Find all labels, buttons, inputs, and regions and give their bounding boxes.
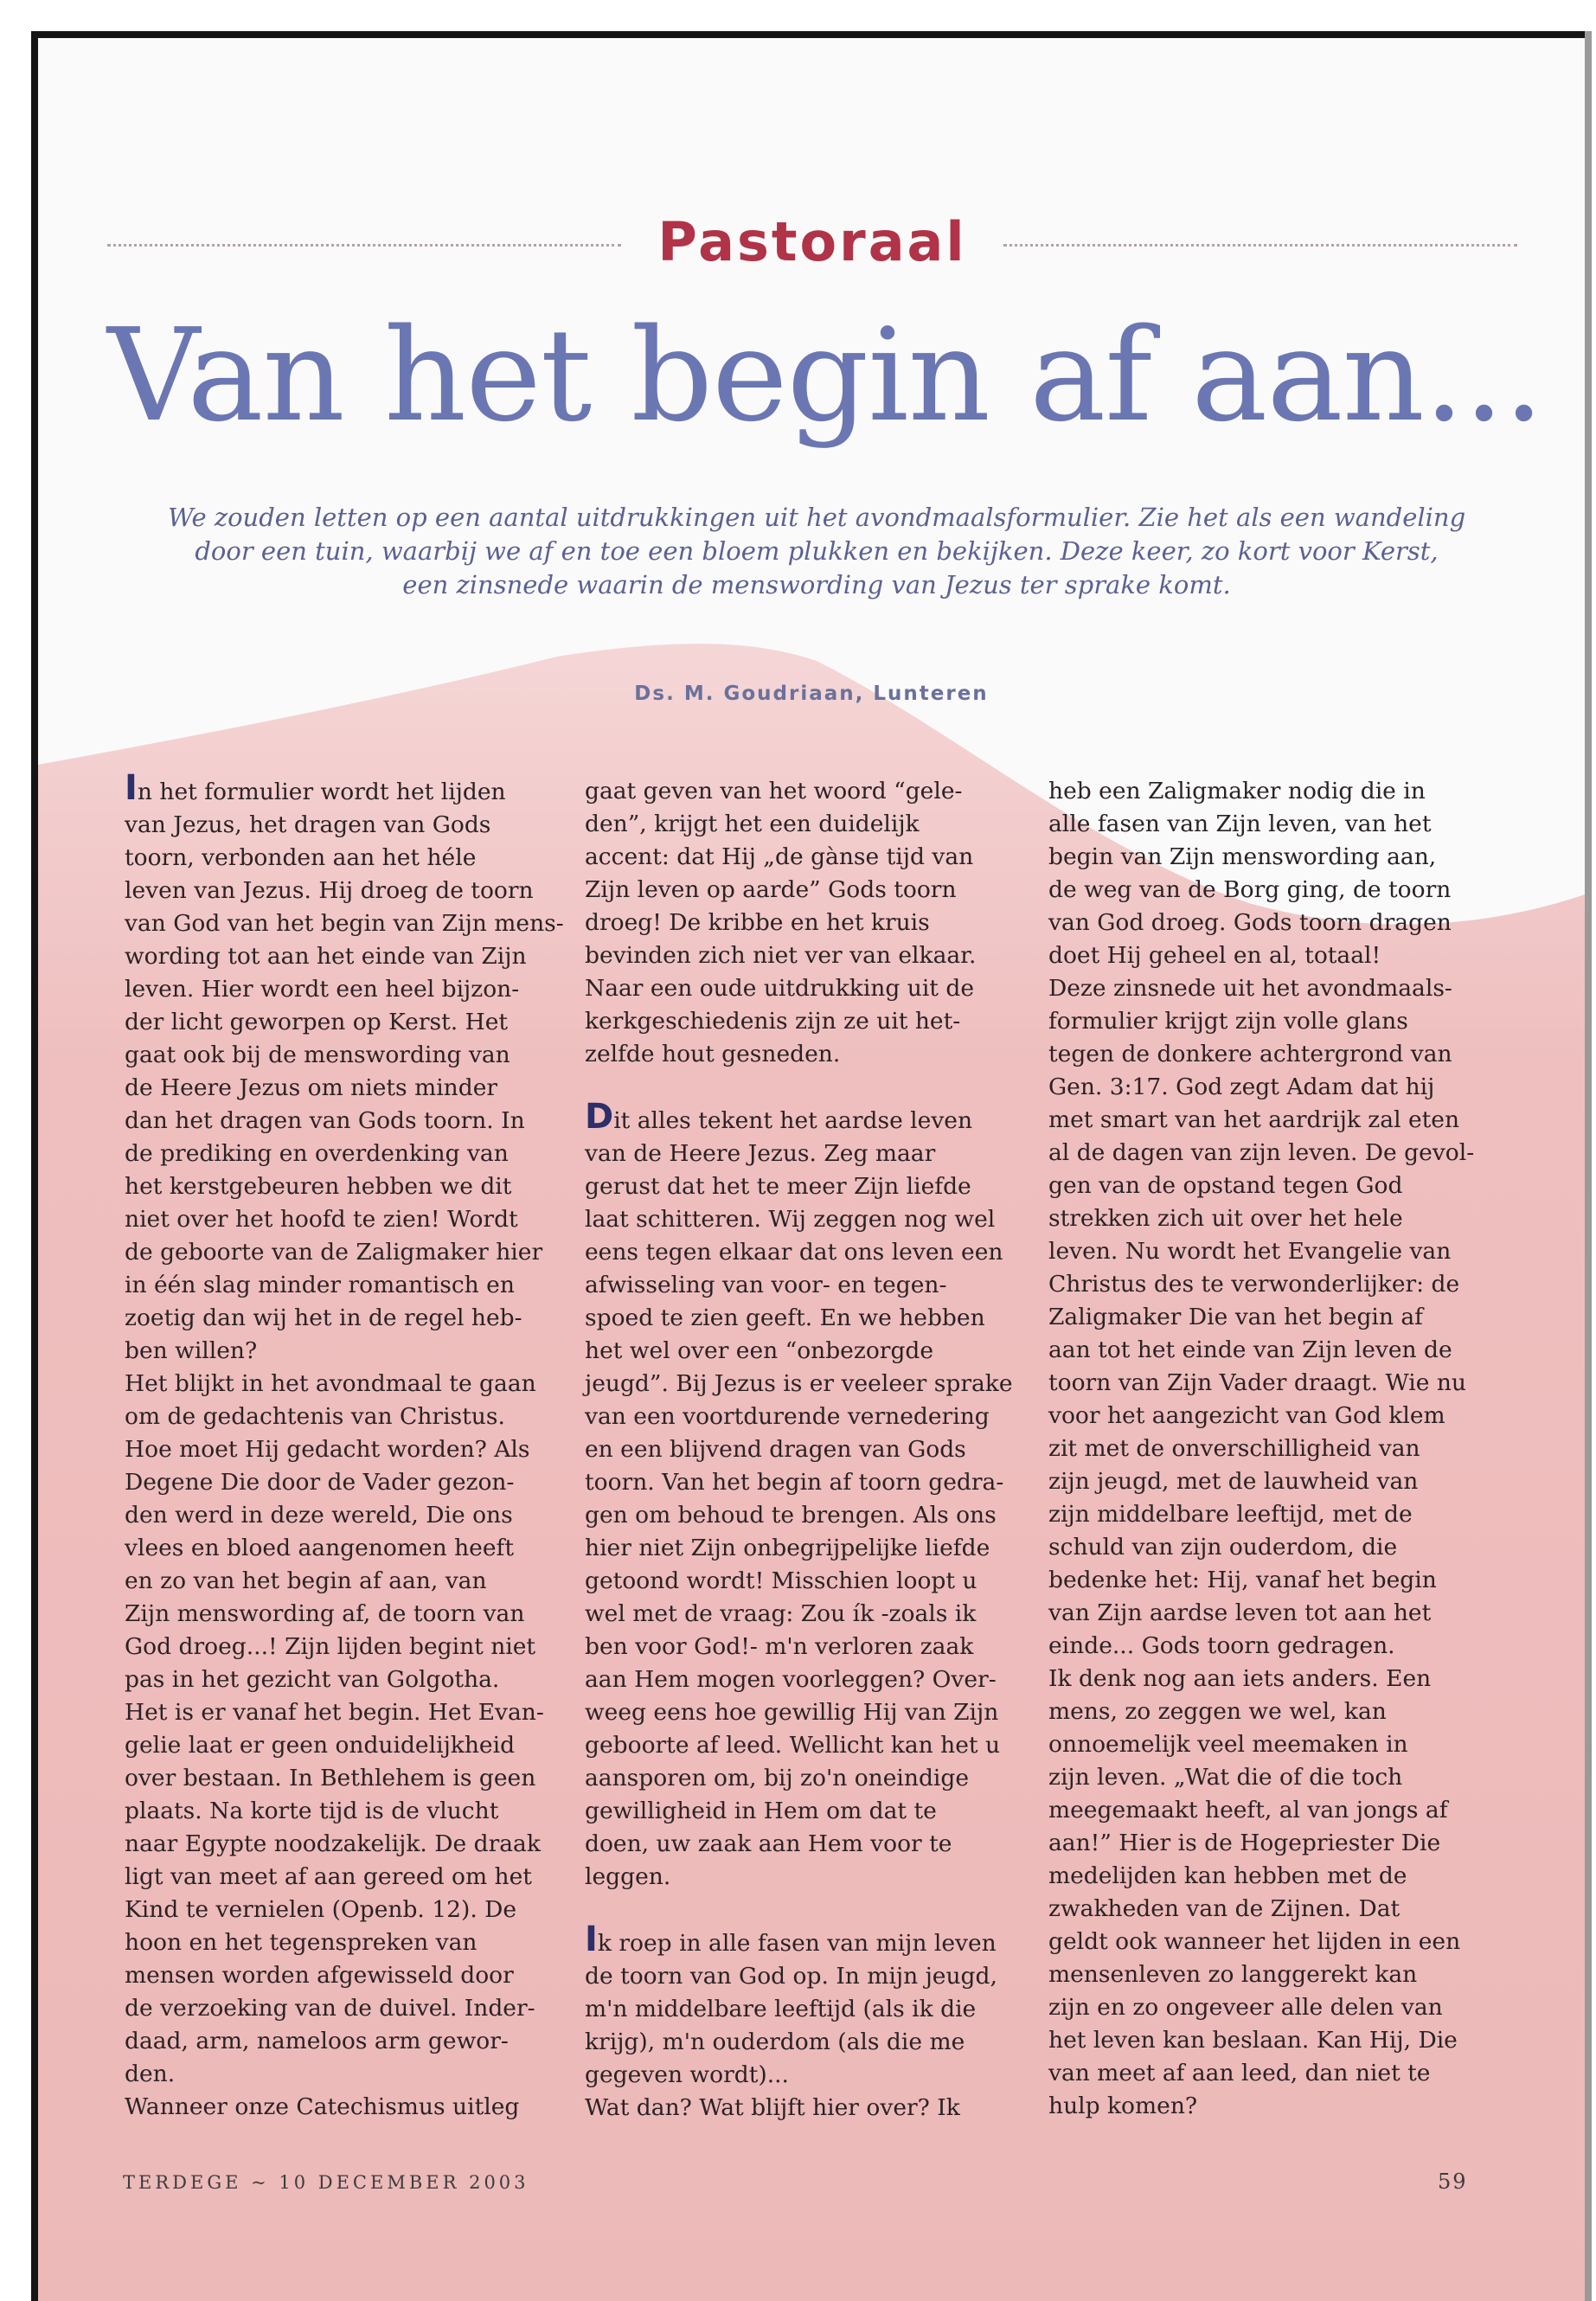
body-line: Zaligmaker Die van het begin af	[1048, 1304, 1423, 1330]
body-line: aan tot het einde van Zijn leven de	[1048, 1336, 1452, 1363]
body-line: Gen. 3:17. God zegt Adam dat hij	[1048, 1074, 1435, 1100]
footer-publication: TERDEGE ~ 10 DECEMBER 2003	[123, 2172, 529, 2193]
body-line: leven. Nu wordt het Evangelie van	[1048, 1238, 1452, 1265]
body-line: weeg eens hoe gewillig Hij van Zijn	[585, 1699, 999, 1726]
body-line: en zo van het begin af aan, van	[125, 1567, 487, 1594]
paper	[38, 38, 1585, 2301]
body-line: Naar een oude uitdrukking uit de	[585, 975, 975, 1002]
body-line	[585, 1097, 1035, 1138]
body-line: gaat geven van het woord “gele-	[585, 778, 963, 804]
body-line: zijn leven. „Wat die of die toch	[1048, 1764, 1403, 1791]
body-line	[585, 1071, 1035, 1104]
body-line: Deze zinsnede uit het avondmaals-	[1048, 975, 1452, 1002]
body-line: hoon en het tegenspreken van	[125, 1929, 478, 1956]
body-line: onnoemelijk veel meemaken in	[1048, 1731, 1408, 1758]
body-line: toorn. Van het begin af toorn gedra-	[585, 1469, 1004, 1496]
body-line: Kind te vernielen (Openb. 12). De	[125, 1896, 517, 1923]
body-line: Christus des te verwonderlijker: de	[1048, 1271, 1460, 1298]
body-line: plaats. Na korte tijd is de vlucht	[125, 1798, 499, 1824]
body-line: Degene Die door de Vader gezon-	[125, 1469, 515, 1496]
scan-border-right	[1585, 31, 1592, 2301]
body-line: alle fasen van Zijn leven, van het	[1048, 811, 1432, 837]
body-line: den.	[125, 2061, 176, 2087]
body-line-text: n het formulier wordt het lijden	[137, 779, 506, 805]
section-header	[107, 202, 1517, 280]
article-title: Van het begin af aan...	[107, 301, 1544, 450]
body-line: de Heere Jezus om niets minder	[125, 1074, 498, 1101]
body-line: gewilligheid in Hem om dat te	[585, 1798, 937, 1824]
body-line: vlees en bloed aangenomen heeft	[125, 1535, 514, 1561]
body-line: kerkgeschiedenis zijn ze uit het-	[585, 1008, 961, 1035]
body-line-text: it alles tekent het aardse leven	[613, 1107, 973, 1134]
body-line: mensen worden afgewisseld door	[125, 1962, 514, 1989]
intro-line: door een tuin, waarbij we af en toe een bloem plukken en bekijken. Deze keer, zo kort voor Kerst,	[195, 536, 1439, 566]
body-line: droeg! De kribbe en het kruis	[585, 909, 930, 936]
body-line: den werd in deze wereld, Die ons	[125, 1502, 513, 1529]
body-line: van Zijn aardse leven tot aan het	[1048, 1599, 1432, 1626]
body-line: aan Hem mogen voorleggen? Over-	[585, 1666, 997, 1693]
body-line: accent: dat Hij „de gànse tijd van	[585, 843, 974, 870]
body-line: der licht geworpen op Kerst. Het	[125, 1009, 509, 1035]
body-line: gerust dat het te meer Zijn liefde	[585, 1173, 971, 1200]
body-line: de verzoeking van de duivel. Inder-	[125, 1995, 535, 2022]
body-line-text: k roep in alle fasen van mijn leven	[597, 1930, 997, 1957]
body-line: in één slag minder romantisch en	[125, 1272, 515, 1298]
body-line: leven van Jezus. Hij droeg de toorn	[125, 877, 534, 904]
author-byline: Ds. M. Goudriaan, Lunteren	[634, 683, 989, 705]
body-line: strekken zich uit over het hele	[1048, 1205, 1403, 1232]
body-line: zit met de onverschilligheid van	[1048, 1435, 1420, 1462]
body-line: van een voortdurende vernedering	[585, 1403, 990, 1430]
section-label: Pastoraal	[657, 209, 967, 273]
body-line: gegeven wordt)...	[585, 2061, 789, 2088]
body-line: tegen de donkere achtergrond van	[1048, 1041, 1452, 1067]
body-line: naar Egypte noodzakelijk. De draak	[125, 1830, 541, 1857]
text-column-2	[585, 775, 1035, 2125]
body-line	[585, 1894, 1035, 1926]
body-line	[585, 1920, 1035, 1960]
text-column-3	[1048, 775, 1498, 2123]
body-line: meegemaakt heeft, al van jongs af	[1048, 1797, 1448, 1823]
dotted-rule-right	[1003, 244, 1517, 247]
body-line: Wat dan? Wat blijft hier over? Ik	[585, 2094, 960, 2121]
body-line: van de Heere Jezus. Zeg maar	[585, 1140, 936, 1167]
body-line: bevinden zich niet ver van elkaar.	[585, 942, 977, 969]
drop-initial: I	[125, 768, 138, 808]
body-line: spoed te zien geeft. En we hebben	[585, 1304, 985, 1331]
body-line: formulier krijgt zijn volle glans	[1048, 1008, 1408, 1035]
body-line: het leven kan beslaan. Kan Hij, Die	[1048, 2027, 1458, 2054]
body-line: over bestaan. In Bethlehem is geen	[125, 1765, 536, 1791]
body-line: krijg), m'n ouderdom (als die me	[585, 2029, 965, 2055]
body-line: den”, krijgt het een duidelijk	[585, 811, 920, 837]
body-line: medelijden kan hebben met de	[1048, 1862, 1407, 1889]
body-line: Hoe moet Hij gedacht worden? Als	[125, 1436, 530, 1463]
body-line: ben willen?	[125, 1337, 258, 1364]
body-line: gen om behoud te brengen. Als ons	[585, 1502, 997, 1529]
body-line: voor het aangezicht van God klem	[1048, 1402, 1445, 1429]
body-line: Ik denk nog aan iets anders. Een	[1048, 1665, 1432, 1692]
body-line: zijn middelbare leeftijd, met de	[1048, 1501, 1413, 1528]
body-line: van God van het begin van Zijn mens-	[125, 910, 564, 937]
dotted-rule-left	[107, 244, 621, 247]
body-line	[125, 768, 574, 809]
drop-initial: I	[585, 1920, 598, 1959]
body-line: mensenleven zo langgerekt kan	[1048, 1961, 1418, 1988]
body-line: van Jezus, het dragen van Gods	[125, 811, 491, 838]
body-line: wel met de vraag: Zou ík -zoals ik	[585, 1600, 977, 1627]
body-line: daad, arm, nameloos arm gewor-	[125, 2028, 509, 2054]
body-line: het kerstgebeuren hebben we dit	[125, 1173, 512, 1200]
body-line: getoond wordt! Misschien loopt u	[585, 1567, 977, 1594]
body-line: begin van Zijn menswording aan,	[1048, 843, 1437, 870]
article-intro	[168, 501, 1465, 602]
body-line: Zijn leven op aarde” Gods toorn	[585, 876, 957, 903]
body-line: ligt van meet af aan gereed om het	[125, 1863, 532, 1890]
body-line: de geboorte van de Zaligmaker hier	[125, 1239, 543, 1266]
scan-border-top	[35, 31, 1592, 38]
body-line: gaat ook bij de menswording van	[125, 1042, 510, 1068]
body-line: pas in het gezicht van Golgotha.	[125, 1666, 500, 1693]
body-line: aan!” Hier is de Hogepriester Die	[1048, 1830, 1441, 1856]
body-line: Het blijkt in het avondmaal te gaan	[125, 1370, 536, 1397]
body-line: zijn en zo ongeveer alle delen van	[1048, 1994, 1443, 2021]
body-line: niet over het hoofd te zien! Wordt	[125, 1206, 518, 1233]
body-line: Zijn menswording af, de toorn van	[125, 1600, 525, 1627]
body-line: met smart van het aardrijk zal eten	[1048, 1106, 1460, 1133]
body-line: mens, zo zeggen we wel, kan	[1048, 1698, 1387, 1725]
body-line: de prediking en overdenking van	[125, 1140, 509, 1167]
body-line: geboorte af leed. Wellicht kan het u	[585, 1732, 1001, 1759]
body-line: het wel over een “onbezorgde	[585, 1337, 934, 1364]
body-line: van meet af aan leed, dan niet te	[1048, 2060, 1431, 2086]
drop-initial: D	[585, 1097, 614, 1137]
body-line: en een blijvend dragen van Gods	[585, 1436, 966, 1463]
body-line: de weg van de Borg ging, de toorn	[1048, 876, 1452, 903]
body-line: leggen.	[585, 1863, 671, 1890]
intro-line: We zouden letten op een aantal uitdrukkingen uit het avondmaalsformulier. Zie het als een wandeling	[168, 503, 1466, 532]
body-line: gelie laat er geen onduidelijkheid	[125, 1732, 516, 1759]
body-line: gen van de opstand tegen God	[1048, 1172, 1403, 1199]
body-line: ben voor God!- m'n verloren zaak	[585, 1633, 974, 1660]
body-line: heb een Zaligmaker nodig die in	[1048, 778, 1426, 804]
body-line: Het is er vanaf het begin. Het Evan-	[125, 1699, 544, 1726]
body-line: al de dagen van zijn leven. De gevol-	[1048, 1139, 1475, 1166]
body-line: hier niet Zijn onbegrijpelijke liefde	[585, 1535, 990, 1561]
body-line: zijn jeugd, met de lauwheid van	[1048, 1468, 1419, 1495]
body-line: wording tot aan het einde van Zijn	[125, 943, 527, 970]
body-line: de toorn van God op. In mijn jeugd,	[585, 1963, 997, 1990]
text-column-1	[125, 768, 574, 2124]
body-line: doen, uw zaak aan Hem voor te	[585, 1830, 952, 1857]
body-line: aansporen om, bij zo'n oneindige	[585, 1765, 970, 1791]
body-line: jeugd”. Bij Jezus is er veeleer sprake	[585, 1370, 1013, 1397]
body-line: einde... Gods toorn gedragen.	[1048, 1632, 1395, 1659]
body-line: zwakheden van de Zijnen. Dat	[1048, 1895, 1401, 1922]
body-line: zoetig dan wij het in de regel heb-	[125, 1304, 522, 1331]
body-line: toorn, verbonden aan het héle	[125, 844, 477, 871]
intro-line: een zinsnede waarin de menswording van Jezus ter sprake komt.	[402, 570, 1231, 599]
body-line: hulp komen?	[1048, 2093, 1198, 2119]
body-line: m'n middelbare leeftijd (als ik die	[585, 1996, 977, 2022]
body-line: dan het dragen van Gods toorn. In	[125, 1107, 525, 1134]
body-line: doet Hij geheel en al, totaal!	[1048, 942, 1381, 969]
body-line: eens tegen elkaar dat ons leven een	[585, 1239, 1003, 1266]
body-line: laat schitteren. Wij zeggen nog wel	[585, 1206, 996, 1233]
body-line: om de gedachtenis van Christus.	[125, 1403, 505, 1430]
body-line: afwisseling van voor- en tegen-	[585, 1272, 947, 1298]
body-line: toorn van Zijn Vader draagt. Wie nu	[1048, 1369, 1466, 1396]
scan-border-left	[31, 31, 38, 2301]
body-line: van God droeg. Gods toorn dragen	[1048, 909, 1452, 936]
body-line: geldt ook wanneer het lijden in een	[1048, 1928, 1461, 1955]
body-line: God droeg...! Zijn lijden begint niet	[125, 1633, 536, 1660]
page-number: 59	[1438, 2170, 1468, 2194]
body-line: zelfde hout gesneden.	[585, 1041, 841, 1067]
body-line: schuld van zijn ouderdom, die	[1048, 1534, 1398, 1561]
body-line: leven. Hier wordt een heel bijzon-	[125, 976, 520, 1003]
body-line: Wanneer onze Catechismus uitleg	[125, 2093, 520, 2120]
body-line: bedenke het: Hij, vanaf het begin	[1048, 1567, 1437, 1593]
